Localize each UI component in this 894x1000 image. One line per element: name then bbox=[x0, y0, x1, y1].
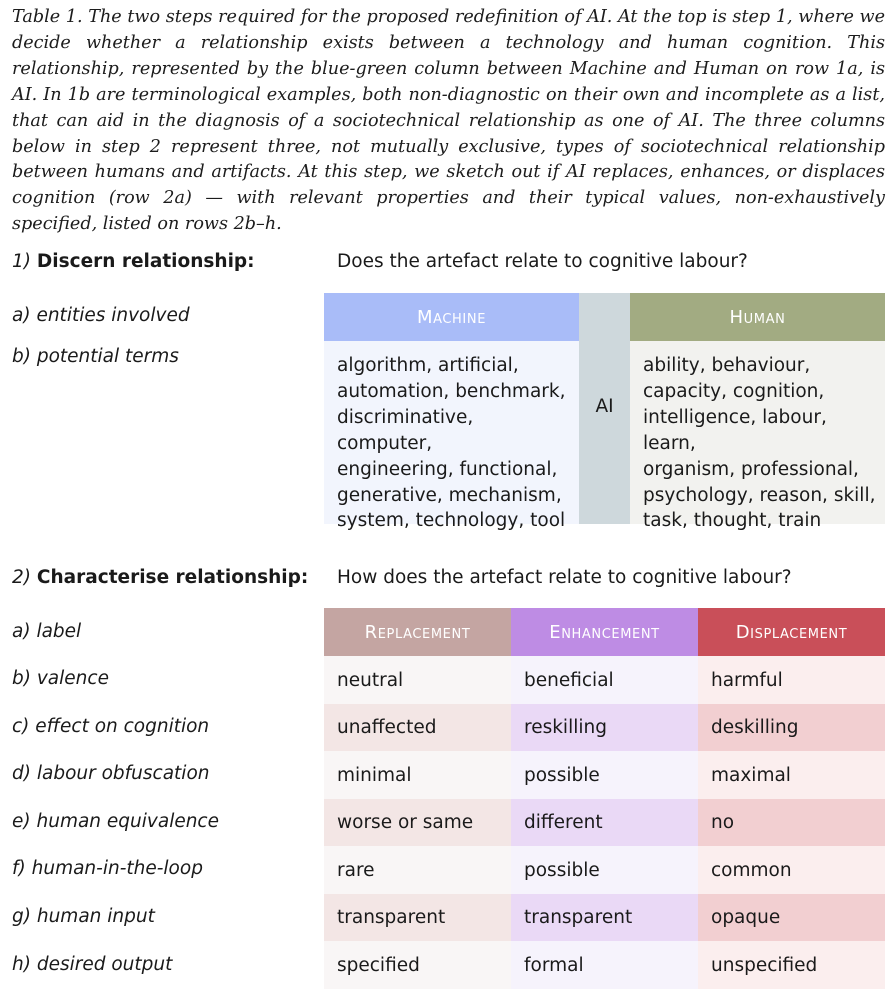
human-header: Human bbox=[630, 293, 885, 341]
enhancement-cell: reskilling bbox=[511, 704, 698, 751]
step2-row-label bbox=[12, 762, 210, 786]
row-letter: e) bbox=[12, 811, 31, 832]
machine-terms bbox=[324, 341, 579, 532]
replacement-cell: neutral bbox=[324, 656, 511, 704]
row-label-text: effect on cognition bbox=[35, 716, 210, 737]
displacement-cell: harmful bbox=[698, 656, 885, 704]
machine-term-line: discriminative, computer, bbox=[337, 406, 474, 454]
replacement-header: Replacement bbox=[324, 608, 511, 656]
enhancement-header: Enhancement bbox=[511, 608, 698, 656]
displacement-cell: deskilling bbox=[698, 704, 885, 751]
displacement-cell: maximal bbox=[698, 751, 885, 799]
row-label-text: desired output bbox=[36, 954, 173, 975]
enhancement-cell: possible bbox=[511, 751, 698, 799]
step2-question: How does the artefact relate to cognitive labour? bbox=[337, 567, 792, 588]
row-letter: d) bbox=[12, 763, 31, 784]
step2-number: 2) bbox=[12, 567, 31, 588]
human-term-line: organism, professional, bbox=[643, 458, 859, 480]
machine-term-line: system, technology, tool bbox=[337, 510, 566, 532]
row-label-text: human-in-the-loop bbox=[31, 858, 203, 879]
human-term-line: psychology, reason, skill, bbox=[643, 484, 876, 506]
table-caption: Table 1. The two steps required for the proposed redefinition of AI. At the top is step 1, where we decide whether a relationship exists between a technology and human cognition. This relationship, represented by the blue-green column between Machine and Human on row 1a, is AI. In 1b are terminological examples, both non-diagnostic on their own and incomplete as a list, that can aid in the diagnosis of a sociotechnical relationship as one of AI. The three columns below in step 2 represent three, not mutually exclusive, types of sociotechnical relationship between humans and artifacts. At this step, we sketch out if AI replaces, enhances, or displaces cognition (row 2a) — with relevant properties and their typical values, non-exhaustively specified, listed on rows 2b–h. bbox=[12, 7, 885, 235]
step1-title: Discern relationship: bbox=[36, 251, 255, 272]
human-term-line: capacity, cognition, bbox=[643, 380, 825, 402]
step2-row-a-label bbox=[12, 620, 81, 644]
human-terms bbox=[630, 341, 885, 532]
row-letter: g) bbox=[12, 906, 31, 927]
machine-term-line: generative, mechanism, bbox=[337, 484, 562, 506]
machine-header: Machine bbox=[324, 293, 579, 341]
row-letter: c) bbox=[12, 716, 30, 737]
machine-term-line: engineering, functional, bbox=[337, 458, 558, 480]
enhancement-cell: transparent bbox=[511, 894, 698, 941]
displacement-cell: unspecified bbox=[698, 941, 885, 989]
displacement-cell: opaque bbox=[698, 894, 885, 941]
enhancement-cell: beneficial bbox=[511, 656, 698, 704]
step1-number: 1) bbox=[12, 251, 31, 272]
human-term-line: task, thought, train bbox=[643, 510, 822, 532]
step2-row-label bbox=[12, 905, 155, 929]
row-label-text: label bbox=[36, 621, 82, 642]
replacement-cell: transparent bbox=[324, 894, 511, 941]
enhancement-cell: different bbox=[511, 799, 698, 846]
row-letter: f) bbox=[12, 858, 26, 879]
row-letter: h) bbox=[12, 954, 31, 975]
ai-label: AI bbox=[595, 396, 614, 417]
displacement-header: Displacement bbox=[698, 608, 885, 656]
row-label-text: human input bbox=[36, 906, 155, 927]
row-letter: a) bbox=[12, 305, 31, 326]
step2-row-label bbox=[12, 810, 219, 834]
step2-row-label bbox=[12, 715, 209, 739]
step1-row-b-label bbox=[12, 345, 179, 369]
step2-row-label bbox=[12, 953, 172, 977]
step1-question: Does the artefact relate to cognitive labour? bbox=[337, 251, 748, 272]
enhancement-cell: formal bbox=[511, 941, 698, 989]
displacement-cell: common bbox=[698, 846, 885, 894]
machine-term-line: automation, benchmark, bbox=[337, 380, 566, 402]
row-label-text: labour obfuscation bbox=[36, 763, 210, 784]
human-term-line: ability, behaviour, bbox=[643, 355, 811, 376]
row-letter: a) bbox=[12, 621, 31, 642]
replacement-cell: specified bbox=[324, 941, 511, 989]
row-label-text: human equivalence bbox=[36, 811, 219, 832]
step1-heading bbox=[12, 250, 255, 274]
replacement-cell: rare bbox=[324, 846, 511, 894]
replacement-cell: worse or same bbox=[324, 799, 511, 846]
step2-row-label bbox=[12, 667, 109, 691]
step2-title: Characterise relationship: bbox=[36, 567, 309, 588]
step2-heading bbox=[12, 566, 308, 590]
row-letter: b) bbox=[12, 668, 31, 689]
displacement-cell: no bbox=[698, 799, 885, 846]
row-letter: b) bbox=[12, 346, 31, 367]
step1-row-a-label bbox=[12, 304, 190, 328]
enhancement-cell: possible bbox=[511, 846, 698, 894]
step2-row-label bbox=[12, 857, 203, 881]
row-label-text: valence bbox=[36, 668, 109, 689]
replacement-cell: minimal bbox=[324, 751, 511, 799]
human-term-line: intelligence, labour, learn, bbox=[643, 406, 827, 454]
replacement-cell: unaffected bbox=[324, 704, 511, 751]
row-label-text: entities involved bbox=[36, 305, 190, 326]
row-label-text: potential terms bbox=[36, 346, 179, 367]
machine-term-line: algorithm, artificial, bbox=[337, 355, 519, 376]
